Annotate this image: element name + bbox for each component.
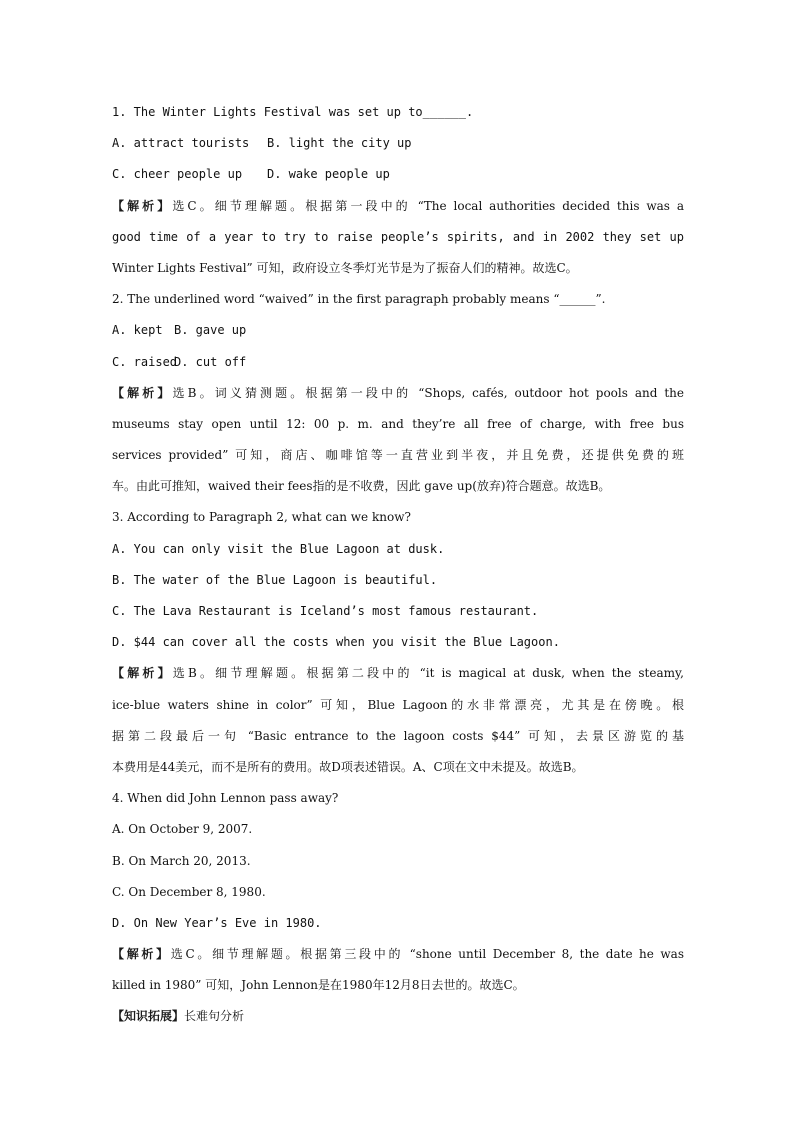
question-3-stem: 3. According to Paragraph 2, what can we know? [112, 510, 411, 525]
q4-option-b: B. On March 20, 2013. [112, 853, 251, 868]
knowledge-extension-tag: 【知识拓展】 [112, 1009, 185, 1024]
question-2-options-row-2 [112, 347, 684, 378]
q2-option-b: B. gave up [174, 323, 247, 338]
q4-option-c: C. On December 8, 1980. [112, 884, 266, 899]
answer-3-line-3: 据第二段最后一句 “Basic entrance to the lagoon costs $44” 可知，去景区游览的基 [112, 728, 684, 743]
question-4-stem: 4. When did John Lennon pass away? [112, 791, 339, 806]
answer-2-line-3: services provided” 可知，商店、咖啡馆等一直营业到半夜，并且免费，还提供免费的班 [112, 448, 684, 463]
q2-option-c: C. raised [112, 354, 178, 369]
answer-3-line-2: ice-blue waters shine in color” 可知，Blue Lagoon的水非常漂亮，尤其是在傍晚。根 [112, 697, 684, 712]
q1-option-c: C. cheer people up [112, 167, 243, 182]
answer-1-line-2: good time of a year to try to raise people’s spirits, and in 2002 they set up [112, 229, 684, 244]
answer-1-line-1: 【解析】选C。细节理解题。根据第一段中的 “The local authorities decided this was a [112, 198, 684, 213]
q1-option-b: B. light the city up [267, 136, 412, 151]
answer-2-line-4: 车。由此可推知，waived their fees指的是不收费，因此 gave up(放弃)符合题意。故选B。 [112, 479, 611, 494]
analysis-tag: 【解析】 [112, 947, 171, 962]
q4-option-a: A. On October 9, 2007. [112, 822, 253, 837]
q1-option-a: A. attract tourists [112, 136, 250, 151]
answer-4-line-1: 【解析】选C。细节理解题。根据第三段中的 “shone until December 8, the date he was [112, 947, 684, 962]
question-1-stem: 1. The Winter Lights Festival was set up to______. [112, 105, 474, 119]
q1-option-d: D. wake people up [267, 167, 390, 182]
document-page [112, 97, 684, 1033]
answer-3-line-1: 【解析】选B。细节理解题。根据第二段中的 “it is magical at dusk, when the steamy, [112, 666, 684, 681]
question-2-options-row-1 [112, 315, 684, 346]
analysis-tag: 【解析】 [112, 666, 173, 681]
answer-3-line-4: 本费用是44美元，而不是所有的费用。故D项表述错误。A、C项在文中未提及。故选B。 [112, 759, 584, 774]
analysis-tag: 【解析】 [112, 198, 173, 213]
q2-option-d: D. cut off [174, 354, 247, 369]
knowledge-extension [112, 1001, 684, 1032]
q3-option-b: B. The water of the Blue Lagoon is beautiful. [112, 572, 438, 587]
q2-option-a: A. kept [112, 323, 163, 338]
question-2-stem: 2. The underlined word “waived” in the first paragraph probably means “______”. [112, 292, 606, 307]
q3-option-a: A. You can only visit the Blue Lagoon at dusk. [112, 541, 445, 556]
q4-option-d: D. On New Year’s Eve in 1980. [112, 915, 322, 930]
q3-option-d: D. $44 can cover all the costs when you visit the Blue Lagoon. [112, 635, 560, 650]
question-1-options-row-1 [112, 128, 684, 159]
answer-1-line-3: Winter Lights Festival” 可知，政府设立冬季灯光节是为了振奋人们的精神。故选C。 [112, 260, 578, 275]
answer-4-line-2: killed in 1980” 可知，John Lennon是在1980年12月8日去世的。故选C。 [112, 978, 525, 993]
knowledge-extension-text: 长难句分析 [184, 1009, 245, 1024]
question-1-options-row-2 [112, 159, 684, 190]
q3-option-c: C. The Lava Restaurant is Iceland’s most famous restaurant. [112, 604, 539, 618]
answer-2-line-2: museums stay open until 12: 00 p. m. and they’re all free of charge, with free bus [112, 416, 684, 431]
analysis-tag: 【解析】 [112, 385, 173, 400]
answer-2-line-1: 【解析】选B。词义猜测题。根据第一段中的 “Shops, cafés, outdoor hot pools and the [112, 385, 684, 400]
